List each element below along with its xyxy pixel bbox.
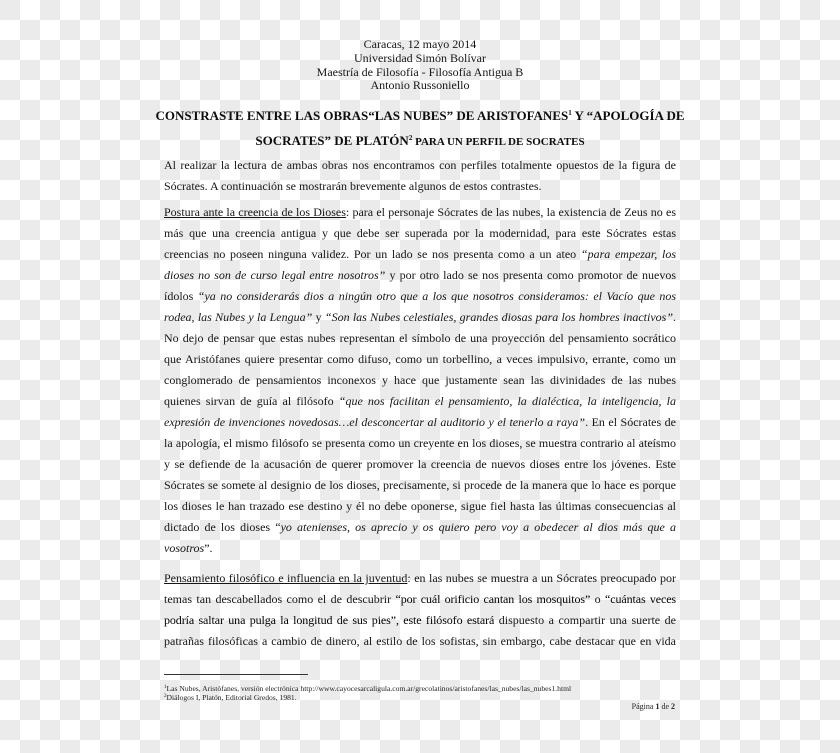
text-line bbox=[164, 538, 676, 559]
document-title bbox=[150, 102, 690, 154]
text-run: los dioses le han trazado ese destino y él no debe oponerse, sigue fiel hasta las últimas consecuencias al bbox=[164, 499, 676, 513]
paragraph-intro bbox=[164, 155, 676, 197]
text-line bbox=[164, 391, 676, 412]
document-header bbox=[164, 38, 676, 93]
text-run: dispuesto a compartir una suerte de bbox=[494, 613, 676, 627]
text-line bbox=[164, 202, 676, 223]
text-run: patrañas filosóficas a cambio de dinero, al estilo de los sofistas, sin embargo, cabe destacar que en vida bbox=[164, 634, 676, 648]
header-university: Universidad Simón Bolívar bbox=[354, 50, 486, 65]
title-text: Y “APOLOGÍA DE bbox=[571, 108, 685, 123]
paragraph-pensamiento bbox=[164, 568, 676, 652]
text-run: . En el Sócrates de bbox=[585, 415, 676, 429]
title-text: PARA UN PERFIL DE SOCRATES bbox=[412, 136, 585, 148]
text-run: : en las nubes se muestra a un Sócrates preocupado por bbox=[407, 571, 676, 585]
header-program: Maestría de Filosofía - Filosofía Antigua B bbox=[316, 64, 524, 79]
text-line bbox=[164, 433, 676, 454]
text-run: ”. bbox=[204, 541, 213, 555]
text-line bbox=[164, 286, 676, 307]
quotation: yo atenienses, os aprecio y os quiero pero voy a obedecer al dios más que a bbox=[280, 520, 676, 534]
page-total: 2 bbox=[671, 702, 675, 711]
text-run: y se defiende de la acusación de querer promover la creencia de nuevos dioses entre los jóvenes. Este bbox=[164, 457, 676, 471]
text-run: quienes sirvan de guía al filósofo bbox=[164, 394, 339, 408]
footnote-number: 2 bbox=[164, 694, 167, 699]
footnote-text: Diálogos I, Platón, Editorial Gredos, 1981. bbox=[166, 693, 297, 702]
quotation: vosotros bbox=[164, 541, 205, 555]
text-line bbox=[164, 307, 676, 328]
title-text: SOCRATES” DE PLATÓN bbox=[255, 133, 409, 148]
header-place-date: Caracas, 12 mayo 2014 bbox=[363, 37, 477, 51]
text-run: o bbox=[590, 592, 606, 606]
footnote-text: Las Nubes, Aristófanes, versión electrónica http://www.cayocesarcaligula.com.ar/grecolatinos/aristofanes/las_nubes/las_nubes1.html bbox=[166, 684, 572, 693]
text-line bbox=[164, 265, 676, 286]
text-line bbox=[164, 589, 676, 610]
text-line bbox=[164, 328, 676, 349]
text-run: ídolos bbox=[164, 289, 198, 303]
quotation: dioses no son de curso legal entre nosotros” bbox=[164, 268, 386, 282]
section-heading: Postura ante la creencia de los Dioses bbox=[164, 205, 346, 219]
text-run: dictado de los dioses “ bbox=[164, 520, 281, 534]
text-line bbox=[164, 517, 676, 538]
text-run: Sócrates. A continuación se mostrarán brevemente algunos de estos contrastes. bbox=[164, 179, 542, 193]
quotation: “para empezar, los bbox=[580, 247, 676, 261]
text-line bbox=[164, 349, 676, 370]
text-run: Al realizar la lectura de ambas obras nos encontramos con perfiles totalmente opuestos de la figura de bbox=[164, 158, 676, 172]
text-line bbox=[164, 475, 676, 496]
text-line bbox=[164, 412, 676, 433]
text-run: creencias no poseen ninguna validez. Por un lado se nos presenta como a un ateo bbox=[164, 247, 581, 261]
text-run: Sócrates se somete al designio de los dioses, precisamente, si procede de la manera que lo hace es porque bbox=[164, 478, 676, 492]
header-author: Antonio Russoniello bbox=[370, 78, 470, 93]
text-run: . bbox=[673, 310, 677, 324]
text-line bbox=[164, 631, 676, 652]
text-run: la apología, el mismo filósofo se presenta como un creyente en los dioses, se muestra contrario al ateísmo bbox=[164, 436, 676, 450]
footnote-separator bbox=[164, 674, 308, 675]
text-line bbox=[164, 454, 676, 475]
text-line bbox=[164, 496, 676, 517]
footnote-ref-1: 1 bbox=[568, 109, 572, 117]
quotation: “por cuál orificio cantan los mosquitos” bbox=[395, 592, 591, 606]
text-run: : para el personaje Sócrates de las nubes, la existencia de Zeus no es bbox=[345, 205, 676, 219]
quotation: expresión de invenciones novedosas…el desconcertar al auditorio y el tenerlo a raya” bbox=[164, 415, 586, 429]
text-run: conglomerado de pensamientos inconexos y hace que justamente sean las divinidades de las nubes bbox=[164, 373, 676, 387]
footnote-number: 1 bbox=[164, 685, 167, 690]
title-line-2 bbox=[150, 127, 690, 154]
text-run: y por otro lado se nos presenta como promotor de nuevos bbox=[385, 268, 676, 282]
footnote-2 bbox=[164, 692, 297, 702]
text-run: y bbox=[312, 310, 325, 324]
page-label: Página bbox=[631, 702, 656, 711]
quotation: rodea, las Nubes y la Lengua” bbox=[164, 310, 313, 324]
section-heading: Pensamiento filosófico e influencia en la juventud bbox=[164, 571, 408, 585]
text-line bbox=[164, 176, 676, 197]
quotation: “Son las Nubes celestiales, grandes diosas para los hombres inactivos” bbox=[324, 310, 674, 324]
page-current: 1 bbox=[655, 702, 660, 711]
quotation: “ya no considerarás dios a ningún otro que a los que nosotros consideramos: el Vacío que nos bbox=[197, 289, 677, 303]
text-run: que Aristófanes quiere presentar como difuso, como un torbellino, a veces impulsivo, errante, como un bbox=[164, 352, 676, 366]
text-line bbox=[164, 223, 676, 244]
text-line bbox=[164, 155, 676, 176]
text-run: temas tan descabellados como el de descubrir bbox=[164, 592, 396, 606]
quotation: “que nos facilitan el pensamiento, la dialéctica, la inteligencia, la bbox=[338, 394, 676, 408]
quotation: podría saltar una pulga la longitud de sus pies”, este filósofo estará bbox=[164, 613, 495, 627]
page-sep: de bbox=[659, 702, 671, 711]
page-number bbox=[632, 702, 675, 711]
title-text: CONSTRASTE ENTRE LAS OBRAS“LAS NUBES” DE ARISTOFANES bbox=[155, 108, 569, 123]
text-line bbox=[164, 568, 676, 589]
text-line bbox=[164, 244, 676, 265]
text-run: No dejo de pensar que estas nubes representan el símbolo de una proyección del pensamiento socrático bbox=[164, 331, 676, 345]
quotation: “cuántas veces bbox=[605, 592, 677, 606]
text-line bbox=[164, 370, 676, 391]
title-line-1 bbox=[150, 102, 690, 127]
text-run: más que una creencia antigua y que debe ser superada por la modernidad, para este Sócrates estas bbox=[164, 226, 676, 240]
footnote-ref-2: 2 bbox=[408, 134, 413, 142]
text-line bbox=[164, 610, 676, 631]
paragraph-dioses bbox=[164, 202, 676, 559]
